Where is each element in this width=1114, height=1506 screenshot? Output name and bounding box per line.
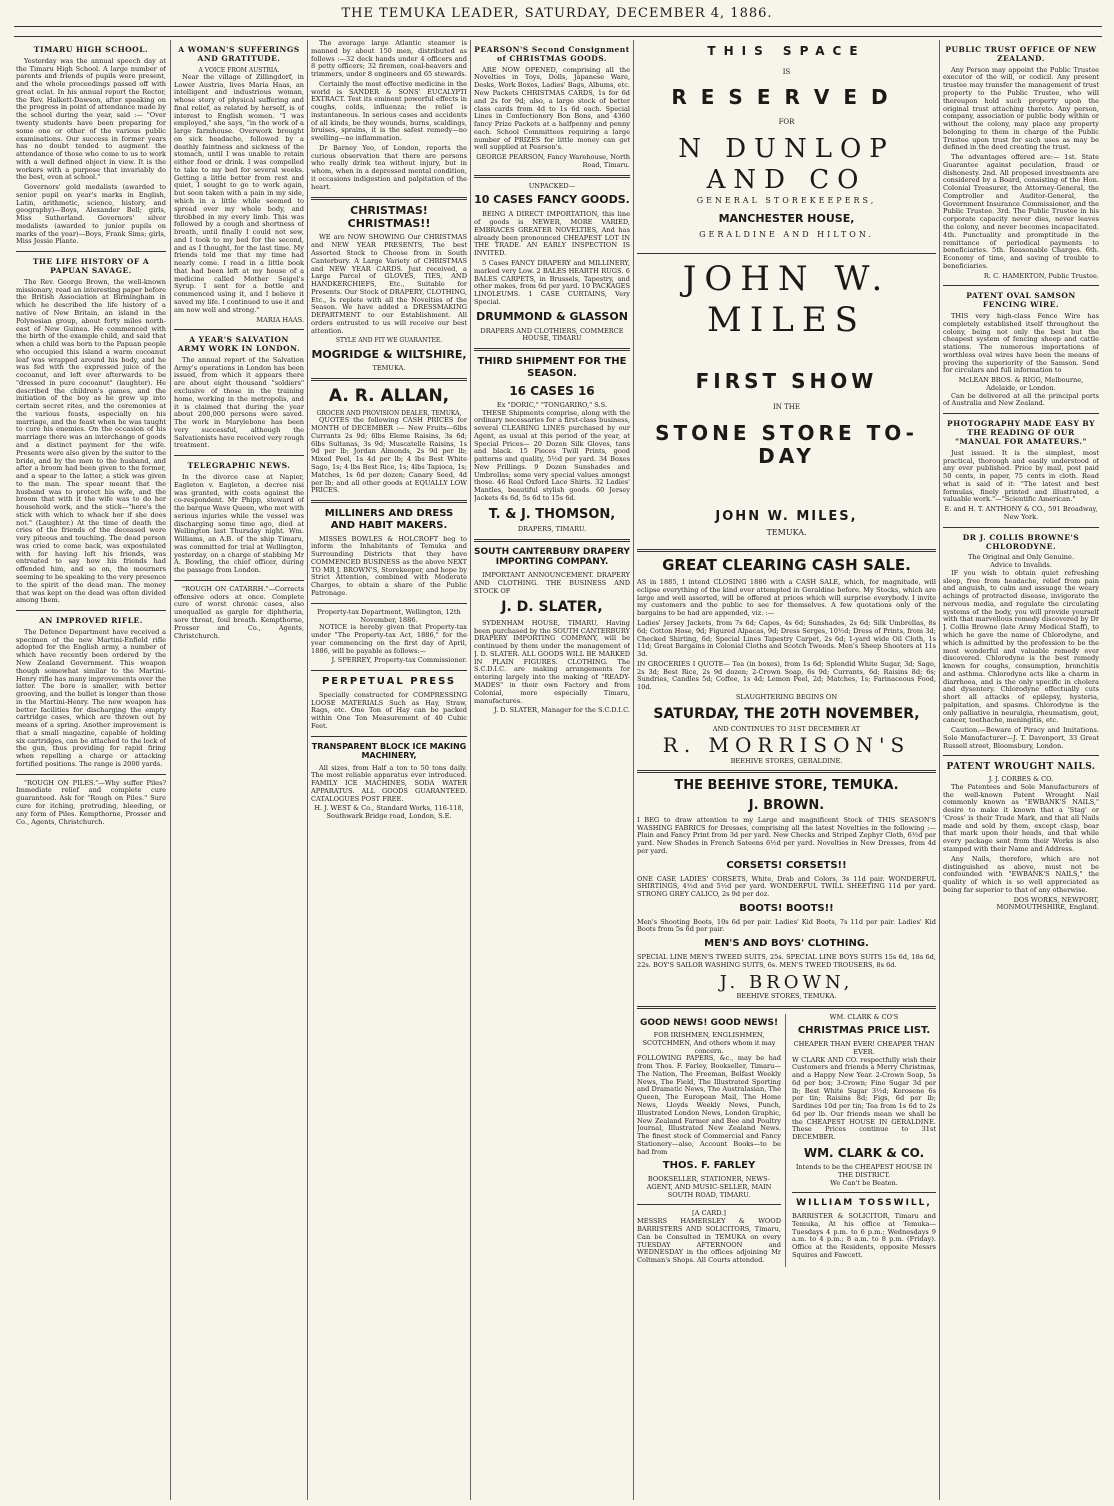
ad-heading: PHOTOGRAPHY MADE EASY BY THE READING OF OUR "MANUAL FOR AMATEURS.": [947, 419, 1095, 446]
ad-text: The Original and Only Genuine.: [967, 553, 1075, 562]
ad-body: I BEG to draw attention to my Large and magnificent Stock of THIS SEASON'S WASHING FABRICS for Dresses, comprising all the latest Novelties in the following :— Plain and Fancy Print from 3d per yard. New Checks and Striped Zephyr Cloth, 6½d per yard. New Shades in French Sateens 6½d per yard. Novelties in New Dresses, from 4d per yard.: [637, 815, 936, 855]
ad-heading: THE BEEHIVE STORE, TEMUKA.: [674, 778, 899, 794]
ad-body: FOLLOWING PAPERS, &c., may be had from Thos. F. Farley, Bookseller, Timaru—The Nation, The Freeman, Belfast Weekly News, The Field, The Illustrated Sporting and Dramatic News, The Australasian, The Queen, The European Mail, The Home News, Lloyds Weekly News, Punch, Illustrated London News, London Graphic, New Zealand Farmer and Bee and Poultry Journal, Illustrated New Zealand News. The finest stock of Commercial and Fancy Stationery—also, Account Books—to be had from: [637, 1054, 781, 1156]
signature: GEORGE PEARSON, Fancy Warehouse, North Road, Timaru.: [476, 153, 630, 169]
ad-heading: PATENT OVAL SAMSON FENCING WIRE.: [966, 291, 1076, 310]
article-body: Yesterday was the annual speech day at the Timaru High School. A large number of parents and friends of pupils were present, and the whole proceedings passed off with great eclat. In his annual report the Rector, the Rev. Halkett-Dawson, after speaking on the progress in point of attendance made by the school during the year, said :— "Over twenty students have been preparing for some one or other of the various public examinations. Our success in former years has no doubt tended to augment the attendance of those who come to us to work with a well defined object in view. It is the workers with a purpose that invariably do the best, even at school.": [16, 56, 166, 182]
firm-name: J. BROWN,: [719, 971, 854, 993]
ad-body: The Patentees and Sole Manufacturers of the well-known Patent Wrought Nail commonly known as "EWBANK'S NAILS," desire to make it known that a 'Stag' or 'Cross' is their Trade Mark, and that all Nails made and sold by them, except clasp, bear that mark upon their heads, and that while every package sent from their Works is also stamped with their Name and Address.: [943, 782, 1099, 853]
column-4: [474, 40, 630, 1500]
ad-text: STYLE AND FIT WE GUARANTEE.: [335, 337, 443, 345]
ad-heading: 10 CASES FANCY GOODS.: [474, 193, 630, 207]
ad-body: All sizes, from Half a ton to 50 tons daily. The most reliable apparatus ever introduced. FAMILY ICE MACHINES, SODA WATER APPARATUS. ALL GOODS GUARANTEED. CATALOGUES POST FREE.: [311, 763, 467, 803]
ad-heading: CHRISTMAS PRICE LIST.: [797, 1025, 931, 1037]
ad-heading: FIRST SHOW: [695, 368, 878, 393]
ad-text: Ex "DORIC," "TONGARIRO," S.S.: [496, 400, 608, 409]
ad-body: SYDENHAM HOUSE, TIMARU, Having been purchased by the SOUTH CANTERBURY DRAPERY IMPORTING COMPANY, will be continued by them under the management of J. D. SLATER. ALL GOODS WILL BE MARKED IN PLAIN FIGURES. CLOTHING. The S.C.D.I.C. are making arrangements for entering largely into the making of "READY-MADES" in their own Factory and from Colonial, more especially Timaru, manufactures.: [474, 618, 630, 705]
article-subheading: A VOICE FROM AUSTRIA.: [198, 66, 280, 74]
column-divider: [633, 40, 634, 1500]
firm-place: DRAPERS AND CLOTHIERS, COMMERCE HOUSE, TIMARU: [480, 326, 624, 343]
notice-heading: Property-tax Department, Wellington, 12th November, 1886.: [317, 607, 461, 624]
firm-name: T. & J. THOMSON,: [488, 506, 616, 522]
firm-place: GROCER AND PROVISION DEALER, TEMUKA,: [316, 410, 462, 418]
ad-body: MISSES BOWLES & HOLCROFT beg to inform the Inhabitants of Temuka and Surrounding Districts that they have COMMENCED BUSINESS as the above NEXT TO MR J. BROWN'S, Storekeeper, and hope by Strict Attention, combined with Moderate Charges, to obtain a share of the Public Patronage.: [311, 534, 467, 597]
ad-body: Ladies' Jersey Jackets, from 7s 6d; Capes, 4s 6d; Sunshades, 2s 6d; Silk Umbrellas, 8s 6d; Cotton Hose, 9d; Figured Alpacas, 9d; Dress Serges, 10½d; Dress of Prints, from 3d; Checked Shirting, 6d; Special Lines Tapestry Carpet, 2s 6d; 1-yard wide Oil Cloth, 1s 11d; Great Bargains in Colonial Cloths and Scotch Tweeds. Men's Sheep Shooters at 11s 3d.: [637, 618, 936, 659]
firm-name: J. D. SLATER,: [501, 599, 603, 616]
ad-text: MANCHESTER HOUSE,: [718, 212, 855, 226]
ad-body: QUOTES the following CASH PRICES for MONTH of DECEMBER :— New Fruits—6lbs Currants 2s 9d; 6lbs Eleme Raisins, 3s 6d; 6lbs Sultanas, 3s 9d; Muscatelle Raisins, 1s 9d per lb; Jordan Almonds, 2s 9d per lb; Mixed Peel, 1s 4d per lb; 4 lbs Best White Sago, 1s; 4 lbs Best Rice, 1s; 4lbs Tapioca, 1s; Matches, 1s 6d per dozen; Canary Seed, 4d per lb; and all other goods at EQUALLY LOW PRICES.: [311, 416, 467, 495]
column-divider: [307, 40, 308, 1500]
notice-heading: PUBLIC TRUST OFFICE OF NEW ZEALAND.: [945, 45, 1097, 63]
article-heading: A WOMAN'S SUFFERINGS AND GRATITUDE.: [178, 45, 300, 63]
article-body: The Defence Department have received a specimen of the new Martini-Enfield rifle adopted for the English army, a number of which have recently been ordered by the New Zealand Government. This weapon though somewhat similar to the Martini-Henry rifle has many improvements over the latter. The bore is smaller, with better grooving, and the bullet is longer than those in the Martini-Henry. The new weapon has better facilities for discharging the empty cartridge cases, which are thrown out by means of a spring. Another improvement is that a small magazine, capable of holding six cartridges, can be attached to the lock of the gun, thus providing for rapid firing when repelling a charge or attacking fortified positions. The range is 2000 yards.: [16, 627, 166, 768]
column-6: [943, 40, 1099, 1500]
ad-body: SPECIAL LINE MEN'S TWEED SUITS, 25s. SPECIAL LINE BOYS SUITS 15s 6d, 18s 6d, 22s. BOY'S SAILOR WASHING SUITS, 6s. MEN'S TWEED TROUSERS, 8s 6d.: [637, 952, 936, 969]
ad-text: IS: [782, 68, 791, 77]
firm-place: DRAPERS, TIMARU.: [517, 525, 587, 534]
masthead-rule-lower: [14, 36, 1102, 37]
ad-body: IN GROCERIES I QUOTE— Tea (in boxes), from 1s 6d; Splendid White Sugar, 3d; Sago, 2s 3d; Best Rice, 2s 9d dozen; 2-Crown Soap, 6s 9d; Currants, 6d; Raisins 8d; 6s; Sundries, Candles 5d; Coffee, 1s 4d; Lemon Peel, 2d; Matches, 1s; Farinaceous Food, 10d.: [637, 659, 936, 692]
article-heading: TIMARU HIGH SCHOOL.: [33, 45, 149, 54]
signature: H. J. WEST & Co., Standard Works, 116-118, Southwark Bridge road, London, S.E.: [314, 804, 464, 821]
article-heading: A YEAR'S SALVATION ARMY WORK IN LONDON.: [177, 335, 301, 354]
ad-heading: PATENT WROUGHT NAILS.: [946, 762, 1096, 773]
ad-body: W CLARK AND CO. respectfully wish their Customers and friends a Merry Christmas, and a Happy New Year. 2-Crown Soap, 5s 6d per box; 3-Crown; Fine Sugar 3d per lb; Best White Sugar 3½d; Kerosene 6s per tin; Raisins 8d; Figs, 6d per lb; Sardines 10d per tin; Tea from 1s 6d to 2s 6d per lb. Our friends mean we shall be the CHEAPEST HOUSE IN GERALDINE. These Prices continue to 31st DECEMBER.: [792, 1055, 936, 1142]
ad-body: THIS very high-class Fence Wire has completely established itself throughout the colony, being not only the best but the cheapest system of fencing sheep and cattle stations. The numerous importations of worthless oval wires have been the means of proving the superiority of the Samson. Send for circulars and full information to: [943, 312, 1099, 375]
ad-heading: SATURDAY, THE 20TH NOVEMBER,: [653, 705, 920, 722]
ad-text: [A CARD.]: [692, 1209, 726, 1218]
column-divider: [470, 40, 471, 1500]
firm-place: BEEHIVE STORES, TEMUKA.: [736, 991, 837, 1000]
firm-place: BOOKSELLER, STATIONER, NEWS-AGENT, AND MUSIC-SELLER, MAIN SOUTH ROAD, TIMARU.: [646, 1175, 772, 1199]
article-body: The average large Atlantic steamer is manned by about 150 men, distributed as follows :—32 deck hands under 4 officers and 8 petty officers; 32 firemen, coal-heavers and trimmers, under 8 engineers and 65 stewards.: [311, 40, 467, 79]
masthead-rule: [14, 26, 1102, 27]
article-body: The Rev. George Brown, the well-known missionary, read an interesting paper before the British Association at Birmingham in which he described the life history of a native of New Britain, an island in the Polynesian group, about forty miles north-east of New Guinea. He commenced with the birth of the example child, and said that when a child was born to the Papuan people who occupied this island a warm cocoanut leaf was wrapped around his body, and he was fed with the expressed juice of the cocoanut, and left ever afterwards to be "dressed in pure cocoanut" (laughter). He described the children's games, and the initiation of the boy as he grew up into certain secret rites, and the ceremonies at the various feasts, especially on his marriage, and the feast when he was taught to cure his enemies. On the occasion of his marriage there was an interchange of goods and a distinct payment for the wife. Presents were also given by the suitor to the bride, and by the men to the husband, and after a broom had been given to the former, and a spear to the latter, a stick was given to the man. The spear meant that the husband was to protect his wife, and the broom that with it the wife was to do her household work, and the stick—"here's the stick with which to whack her if she does not." (Laughter.) At the time of death the cries of the friends of the deceased were very piteous and touching. The dead person was cried to come back, was expostulated with for having left his friends, was entreated to say how his friends had offended him, and so on, the mourners seeming to be speaking to the very presence to the spirit of the dead man. The money that was kept on the dead was often divided among them.: [16, 277, 166, 605]
ad-text: IN THE: [773, 403, 800, 412]
ad-text: SLAUGHTERING BEGINS ON: [735, 692, 838, 701]
ad-text: AND CONTINUES TO 31ST DECEMBER AT: [712, 725, 861, 734]
ad-text: THIS SPACE: [707, 44, 866, 58]
column-5: [637, 40, 936, 1500]
signature: MARIA HAAS.: [256, 315, 304, 324]
firm-place: TEMUKA.: [372, 364, 406, 373]
article-body: Governors' gold medalists (awarded to senior pupil on year's marks in English, Latin, arithmetic, science, history, and geography)—Boys, Alexander Bell; girls, Miss Sutherland. Governors' silver medalists (awarded to junior pupils on marks of the year)—Boys, Frank Sims; girls, Miss Jessie Plante.: [16, 183, 166, 246]
ad-body: Any Nails, therefore, which are not distinguished as above, must not be confounded with "EWBANK'S NAILS," the quality of which is so well appreciated as being far superior to that of any otherwise.: [943, 854, 1099, 894]
ad-body: BEING A DIRECT IMPORTATION, this line of goods is NEWER, MORE VARIED, EMBRACES GREATER NOVELTIES, And has already been pronounced CHEAPEST LOT IN THE TRADE. AN EARLY INSPECTION IS INVITED.: [474, 210, 630, 258]
ad-heading: MILLINERS AND DRESS AND HABIT MAKERS.: [324, 508, 454, 531]
ad-body: ONE CASE LADIES' CORSETS, White, Drab and Colors, 3s 11d pair. WONDERFUL SHIRTINGS, 4½d and 5½d per yard. WONDERFUL TWILL SHEETING 11d per yard. STRONG GREY CALICO, 2s 9d per doz.: [637, 874, 936, 899]
article-heading: THE LIFE HISTORY OF A PAPUAN SAVAGE.: [32, 257, 150, 276]
ad-body: Men's Shooting Boots, 10s 6d per pair. Ladies' Kid Boots, 7s 11d per pair. Ladies' Kid Boots from 5s 6d per pair.: [637, 917, 936, 934]
notice-body: NOTICE is hereby given that Property-tax under "The Property-tax Act, 1886," for the year commencing on the first day of April, 1886, will be payable as follows:—: [311, 623, 467, 655]
firm-name: N DUNLOP AND CO: [678, 134, 895, 195]
signature: McLEAN BROS. & RIGG, Melbourne, Adelaide, or London.: [958, 376, 1084, 392]
ad-heading: TRANSPARENT BLOCK ICE MAKING MACHINERY,: [311, 741, 467, 761]
firm-name: DRUMMOND & GLASSON: [476, 309, 628, 323]
notice-body: Any Person may appoint the Public Trustee executor of the will, or codicil. Any present trustee may transfer the management of trust property to the Public Trustee, who will thereupon hold such property upon the original trust attaching thereto. Any person, company, association or public body within or without the colony, may place any property belonging to them in charge of the Public Trustee upon trust for such uses as may be defined in the deed creating the trust.: [943, 65, 1099, 152]
column-1: [16, 40, 166, 1500]
ad-body: THESE Shipments comprise, along with the ordinary necessaries for a first-class business, several CLEARING LINES purchased by our Agent, as usual at this period of the year, at Special Prices— 20 Dozen Silk Gloves, tans and black. 15 Pieces Twill Prints, good patterns and quality, 5½d per yard. 34 Boxes New Frillings. 9 Dozen Sunshades and Umbrellas; some very special values amongst those. 46 Real Oxford Lace Shirts. 32 Ladies' Mantles, beautiful stylish goods. 60 Jersey Jackets 4s 6d, 5s 6d to 15s 6d.: [474, 408, 630, 502]
signature: J. J. CORBES & CO.: [988, 775, 1054, 784]
ad-body: 5 Cases FANCY DRAPERY and MILLINERY, marked very Low. 2 BALES HEARTH RUGS. 6 BALES CARPETS, in Brussels, Tapestry, and other makes, from 6d per yard. 10 PACKAGES LINOLEUMS. 1 CASE CURTAINS, Very Special.: [474, 258, 630, 306]
ad-body: WE are NOW SHOWING Our CHRISTMAS and NEW YEAR PRESENTS, The best Assorted Stock to Choose from in South Canterbury. A Large Variety of CHRISTMAS and NEW YEAR CARDS. Just received, a Large Parcel of GLOVES, TIES, AND HANDKERCHIEFS, Etc., Suitable for Presents. Our Stock of DRAPERY, CLOTHING, Etc., Is replete with all the Novelties of the Season. We have added a DRESSMAKING DEPARTMENT to our Establishment. All orders entrusted to us will receive our best attention.: [311, 233, 467, 335]
ad-text: FOR: [778, 118, 795, 126]
ad-heading: CORSETS! CORSETS!!: [726, 859, 847, 871]
column-divider: [170, 40, 171, 1500]
ad-text: GERALDINE AND HILTON.: [699, 230, 874, 239]
ad-heading: GOOD NEWS! GOOD NEWS!: [639, 1017, 779, 1028]
ad-text: UNPACKED—: [528, 181, 576, 190]
ad-body: Caution.—Beware of Piracy and Imitations. Sole Manufacturer—J. T. Davenport, 33 Great Russell street, Bloomsbury, London.: [943, 726, 1099, 750]
ad-body: Can be delivered at all the principal ports of Australia and New Zealand.: [943, 391, 1099, 408]
ad-text: 16 CASES 16: [509, 383, 595, 398]
firm-name: THOS. F. FARLEY: [662, 1160, 756, 1172]
firm-name: JOHN W. MILES,: [715, 508, 858, 524]
ad-text: We Can't be Beaten.: [830, 1178, 898, 1187]
signature: E. and H. T. ANTHONY & CO., 591 Broadway, New York.: [944, 505, 1098, 521]
article-heading: AN IMPROVED RIFLE.: [39, 616, 143, 626]
firm-name: WILLIAM TOSSWILL,: [796, 1198, 932, 1209]
ad-heading: RESERVED: [671, 85, 902, 110]
column-divider: [939, 40, 940, 1500]
ad-text: Advice to Invalids.: [990, 561, 1052, 570]
firm-name: A. R. ALLAN,: [328, 386, 450, 407]
article-body: Near the village of Zillingdorf, in Lower Austria, lives Maria Haas, an intelligent and industrious woman, whose story of physical suffering and final relief, as related by herself, is of interest to English women. "I was employed," she says, "in the work of a large farmhouse. Overwork brought on sick headache, followed by a deathly faintness and sickness of the stomach, until I was unable to retain either food or drink. I was compelled to take to my bed for several weeks. Getting a little better from rest and quiet, I sought to go to work again, but soon taken with a pain in my side, which in a little while seemed to spread over my whole body, and throbbed in my every limb. This was followed by a cough and shortness of breath, until finally I could not sew, and I took to my bed for the second, and as I thought, for the last time. My friends told me that my time had nearly come. I read in a little book that had been left at my house of a medicine called Mother Seigel's Syrup. I sent for a bottle and commenced using it, and I believe it saved my life. I continued to use it and am now well and strong.": [174, 72, 304, 314]
ad-body: BARRISTER & SOLICITOR, Timaru and Temuka, At his office at Temuka—Tuesdays 4 p.m. to 6 p.m.; Wednesdays 9 a.m. to 4 p.m.; 8 a.m. to 8 p.m. (Friday). Office at the Residents, opposite Messrs Squires and Fawcett.: [792, 1212, 936, 1259]
ad-heading: PERPETUAL PRESS: [321, 676, 457, 688]
firm-place: BEEHIVE STORES, GERALDINE.: [730, 756, 843, 765]
ad-text: FOR IRISHMEN, ENGLISHMEN, SCOTCHMEN, And others whom it may concern.: [642, 1031, 776, 1055]
column-2: [174, 40, 304, 1500]
firm-place: TEMUKA.: [766, 528, 807, 538]
signature: R. C. HAMERTON, Public Trustee.: [983, 271, 1099, 280]
ad-heading: DR J. COLLIS BROWNE'S CHLORODYNE.: [962, 532, 1080, 551]
firm-name: JOHN W. MILES: [682, 259, 891, 340]
ad-heading: STONE STORE TO-DAY: [655, 420, 918, 469]
signature: J. D. SLATER, Manager for the S.C.D.I.C.: [493, 706, 630, 715]
ad-text: GENERAL STOREKEEPERS,: [696, 195, 877, 205]
ad-text: WM. CLARK & CO'S: [829, 1012, 899, 1021]
firm-name: WM. CLARK & CO.: [803, 1146, 925, 1161]
ad-body: ARE NOW OPENED, comprising all the Novelties in Toys, Dolls, Japanese Ware, Desks, Work Boxes, Ladies' Bags, Albums, etc. New Packets CHRISTMAS CARDS, 1s for 6d and 2s for 9d; also, a large stock of better class cards from 4d to 1s 6d each. Special Lines in Confectionery Bon Bons, and 4360 fancy Prize Packets at a halfpenny and penny each. School Committees requiring a large number of PRIZES for little money can get well supplied at Pearson's.: [474, 65, 630, 152]
ad-heading: GREAT CLEARING CASH SALE.: [662, 556, 911, 575]
masthead: THE TEMUKA LEADER, SATURDAY, DECEMBER 4, 1886.: [341, 6, 773, 21]
ad-heading: THIRD SHIPMENT FOR THE SEASON.: [477, 356, 627, 379]
firm-name: MOGRIDGE & WILTSHIRE,: [311, 347, 467, 361]
ad-text: Intends to be the CHEAPEST HOUSE IN THE DISTRICT.: [795, 1163, 933, 1179]
ad-heading: CHRISTMAS! CHRISTMAS!!: [347, 203, 431, 230]
article-body: The annual report of the Salvation Army's operations in London has been issued, from which it appears there are about eight thousand "soldiers" exclusive of those in the training home, working in the metropolis, and it is claimed that during the year about 200,000 persons were saved. The work in Marylebone has been very successful, although the Salvationists have received very rough treatment.: [174, 355, 304, 450]
ad-body: IMPORTANT ANNOUNCEMENT. DRAPERY AND CLOTHING. THE BUSINESS AND STOCK OF: [474, 571, 630, 595]
advertisement: "ROUGH ON PILES."—Why suffer Piles? Immediate relief and complete cure guaranteed. Ask for "Rough on Piles." Sure cure for itching, protruding, bleeding, or any form of Piles. Kempthorne, Prosser and Co., Agents, Christchurch.: [16, 778, 166, 826]
ad-body: Just issued. It is the simplest, most practical, thorough and easily understood of any ever published. Price by mail, post paid 50 cents, in paper, 75 cents in cloth. Read what is said of it: "The latest and best formulas, finely printed and illustrated, a valuable work."—"Scientific American.": [943, 448, 1099, 504]
ad-body: MESSRS HAMERSLEY & WOOD BARRISTERS AND SOLICITORS, Timaru, Can be Consulted in TEMUKA on every TUESDAY AFTERNOON and WEDNESDAY in the offices adjoining Mr Coltman's Shops. All Courts attended.: [637, 1217, 781, 1265]
ad-body: Specially constructed for COMPRESSING LOOSE MATERIALS Such as Hay, Straw, Rags, etc. One Ton of Hay can be packed within One Ton Measurement of 40 Cubic Feet.: [311, 690, 467, 730]
ad-body: IF you wish to obtain quiet refreshing sleep, free from headache, relief from pain and anguish, to calm and assuage the weary achings of protracted disease, invigorate the nervous media, and regulate the circulating systems of the body, you will provide yourself with that marvellous remedy discovered by Dr J. Collis Browne (late Army Medical Staff), to which he gave the name of Chlorodyne, and which is admitted by the profession to be the most wonderful and valuable remedy ever discovered. Chlorodyne is the best remedy known for coughs, consumption, bronchitis and asthma. Chlorodyne acts like a charm in diarrhoea, and is the only specific in cholera and dysentery. Chlorodyne effectually cuts short all attacks of epilepsy, hysteria, palpitation, and spasms. Chlorodyne is the only palliative in neuralgia, rheumatism, gout, cancer, toothache, meningitis, etc.: [943, 568, 1099, 725]
article-heading: TELEGRAPHIC NEWS.: [187, 461, 291, 471]
ad-text: CHEAPER THAN EVER! CHEAPER THAN EVER.: [793, 1040, 935, 1056]
article-body: Dr Barney Yeo, of London, reports the curious observation that there are persons who really drink tea without injury, but in whom, when in a depressed mental condition, it occasions indigestion and palpitation of the heart.: [311, 143, 467, 191]
ad-heading: BOOTS! BOOTS!!: [739, 902, 834, 914]
firm-name: J. BROWN.: [748, 797, 825, 813]
ad-heading: MEN'S AND BOYS' CLOTHING.: [704, 938, 869, 950]
ad-body: AS in 1885, I intend CLOSING 1886 with a CASH SALE, which, for magnitude, will eclipse everything of the kind ever attempted in Geraldine before. My Stocks, which are large and well assorted, will be offered at prices which will surprise everybody. I invite my customers and the public to see for themselves. A few quotations only of the bargains to be had are appended, viz. :—: [637, 578, 936, 618]
signature: J. SPERREY, Property-tax Commissioner.: [331, 656, 467, 665]
ad-heading: SOUTH CANTERBURY DRAPERY IMPORTING COMPANY.: [474, 546, 630, 568]
ad-heading: PEARSON'S Second Consignment of CHRISTMAS GOODS.: [474, 45, 630, 63]
article-body: Certainly the most effective medicine in the world is SANDER & SONS' EUCALYPTI EXTRACT. Test its eminent powerful effects in coughs, colds, influenza; the relief is instantaneous. In serious cases and accidents of all kinds, be they wounds, burns, scaldings, bruises, sprains, it is the safest remedy—no swelling—no inflammation.: [311, 79, 467, 143]
article-body: In the divorce case at Napier, Eagleton v. Eagleton, a decree nisi was granted, with costs against the co-respondent. Mr Phipp, steward of the barque Wave Queen, who met with serious injuries while the vessel was discharging some time ago, died at Wellington last Thursday night. Wm. Williams, an A.B. of the ship Timaru, was committed for trial at Wellington, yesterday, on a charge of stabbing Mr A. Bowling, the chief officer, during the passage from London.: [174, 472, 304, 575]
firm-name: R. MORRISON'S: [662, 732, 911, 757]
advertisement: "ROUGH ON CATARRH."—Corrects offensive odors at once. Complete cure of worst chronic cases, also unequalled as gargle for diphtheria, sore throat, foul breath. Kempthorne, Prosser and Co., Agents, Christchurch.: [174, 584, 304, 640]
column-3: [311, 40, 467, 1500]
notice-body: The advantages offered are:— 1st. State Guarantee against peculation, fraud or dishonesty. 2nd. All proposed investments are considered by a Board, consisting of the Hon. Colonial Treasurer, the Attorney-General, the Comptroller and Auditor-General, the Government Insurance Commissioner, and the Public Trustee. 3rd. The Public Trustee in his corporate capacity never dies, never leaves the colony, and never becomes incapacitated. 4th. Punctuality and promptitude in the remittance of periodical payments to beneficiaries. 5th. Reasonable Charges. 6th. Economy of time, and saving of trouble to beneficiaries.: [943, 153, 1099, 270]
signature: DOS WORKS, NEWPORT, MONMOUTHSHIRE, England.: [996, 895, 1099, 912]
